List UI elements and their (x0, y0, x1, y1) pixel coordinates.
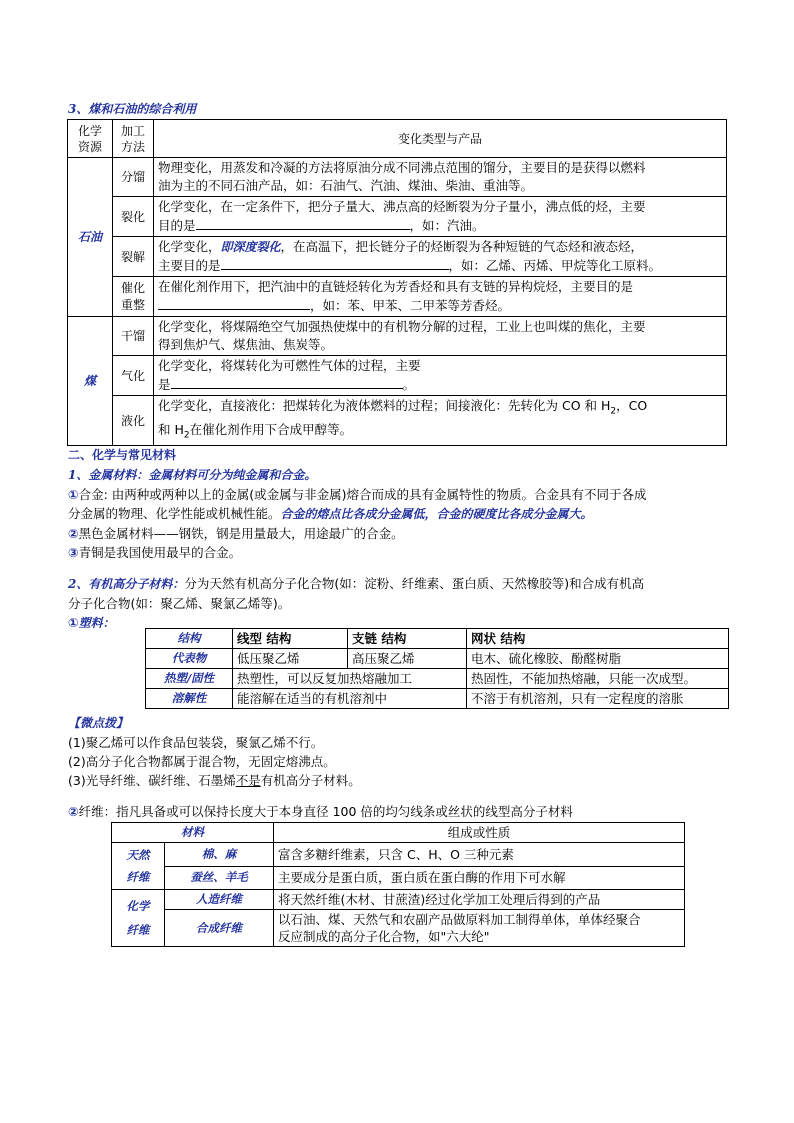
text: 纤维 (126, 923, 150, 937)
tips-title: 【微点拨】 (68, 716, 129, 730)
text: 纤维 (126, 870, 150, 884)
blank-line (221, 256, 449, 270)
line (68, 485, 738, 504)
text: ，如：乙烯、丙烯、甲烷等化工原料。 (448, 258, 662, 273)
table-row (68, 158, 727, 197)
method-cracking: 裂化 (113, 197, 154, 237)
table-header-row (112, 823, 685, 843)
text: 重整 (120, 297, 145, 312)
cell: 热塑性，可以反复加热熔融加工 (233, 669, 467, 689)
table-row (146, 649, 729, 669)
header-type: 变化类型与产品 (154, 120, 727, 158)
line: 得到焦炉气、煤焦油、焦炭等。 (158, 337, 334, 352)
text: 天然 (126, 848, 150, 862)
line (158, 421, 722, 445)
table-row (146, 669, 729, 689)
text: 化学变化， (158, 239, 221, 254)
table-row (68, 317, 727, 356)
circled-number-2: ② (68, 804, 79, 819)
text: ，在高温下，把长链分子的烃断裂为各种短链的气态烃和液态烃， (280, 239, 644, 254)
header-resource (68, 120, 113, 158)
fiber-table (111, 822, 685, 947)
resource-coal: 煤 (68, 317, 113, 446)
row-content (154, 277, 727, 317)
line (158, 238, 722, 256)
tip-item: (1)聚乙烯可以作食品包装袋，聚氯乙烯不行。 (68, 735, 324, 750)
cell: 低压聚乙烯 (233, 649, 348, 669)
line: 以石油、煤、天然气和农副产品做原料加工制得单体，单体经聚合 (278, 912, 641, 927)
header-network: 网状 结构 (467, 629, 729, 649)
table-row (112, 866, 685, 890)
table-row (146, 689, 729, 709)
header-property: 组成或性质 (274, 823, 685, 843)
row-content (154, 317, 727, 356)
text: 是 (158, 377, 171, 392)
table-row (68, 237, 727, 277)
line: 油为主的不同石油产品，如：石油气、汽油、煤油、柴油、重油等。 (158, 178, 534, 193)
line: 化学变化，将煤隔绝空气加强热使煤中的有机物分解的过程，工业上也叫煤的焦化，主要 (158, 319, 646, 334)
blank-line (171, 375, 403, 389)
line: 化学变化，将煤转化为可燃性气体的过程，主要 (158, 358, 421, 373)
cell: 将天然纤维(木材、甘蔗渣)经过化学加工处理后得到的产品 (274, 890, 685, 910)
circled-number-1: ① (68, 615, 79, 630)
text: ，如：汽油。 (409, 218, 485, 233)
section-title-coal-petroleum (68, 100, 196, 117)
text: 合金: 由两种或两种以上的金属(或金属与非金属)熔合而成的具有金属特性的物质。合金具有不同于各成 (78, 487, 647, 502)
table-header-row (146, 629, 729, 649)
method-fractionation: 分馏 (113, 158, 154, 197)
text: 黑色金属材料——钢铁，钢是用量最大，用途最广的合金。 (78, 526, 404, 541)
text: 分金属的物理、化学性能或机械性能。 (68, 506, 281, 521)
header-linear: 线型 结构 (233, 629, 348, 649)
tips-block (68, 714, 738, 790)
text: ，CO (616, 398, 648, 413)
text-heading: 塑料： (78, 616, 115, 630)
method-dry-distillation: 干馏 (113, 317, 154, 356)
table-header-row (68, 120, 727, 158)
text-heading: 1、金属材料： (68, 468, 149, 482)
tip-item: (2)高分子化合物都属于混合物，无固定熔沸点。 (68, 754, 336, 769)
circled-number-3: ③ (68, 545, 79, 560)
text: (3)光导纤维、碳纤维、石墨烯 (68, 773, 236, 788)
section-title-text: 3、煤和石油的综合利用 (68, 102, 197, 116)
polymer-paragraph (68, 574, 738, 633)
method-reforming (113, 277, 154, 317)
cell: 热固性，不能加热熔融，只能一次成型。 (467, 669, 729, 689)
cell: 能溶解在适当的有机溶剂中 (233, 689, 467, 709)
subscript: 2 (610, 406, 617, 417)
category-natural-fiber (112, 843, 165, 890)
metal-materials-paragraph (68, 465, 738, 562)
text: 化学变化，直接液化：把煤转化为液体燃料的过程；间接液化：先转化为 CO 和 H (158, 398, 611, 413)
circled-number-1: ① (68, 487, 79, 502)
line (158, 216, 722, 235)
table-row (68, 197, 727, 237)
line (68, 465, 738, 485)
text: 催化 (120, 280, 145, 295)
text: 金属材料可分为纯金属和合金。 (148, 468, 317, 482)
table-row (112, 843, 685, 867)
header-branched: 支链 结构 (348, 629, 467, 649)
text: 。 (402, 377, 416, 392)
text: 青铜是我国使用最早的合金。 (78, 545, 242, 560)
text: 在催化剂作用下合成甲醇等。 (189, 421, 353, 437)
method-gasification: 气化 (113, 356, 154, 396)
row-content (154, 356, 727, 396)
header-material: 材料 (112, 823, 274, 843)
row-label: 合成纤维 (165, 910, 274, 947)
row-content (154, 197, 727, 237)
line: 物理变化，用蒸发和冷凝的方法将原油分成不同沸点范围的馏分，主要目的是获得以燃料 (158, 160, 646, 175)
header-text: 化学资源 (77, 123, 102, 154)
fiber-paragraph (68, 802, 748, 821)
row-label: 溶解性 (146, 689, 233, 709)
blank-line (196, 216, 410, 230)
cell: 不溶于有机溶剂，只有一定程度的溶胀 (467, 689, 729, 709)
row-label: 人造纤维 (165, 890, 274, 910)
method-pyrolysis: 裂解 (113, 237, 154, 277)
row-label: 热塑/固性 (146, 669, 233, 689)
line (158, 375, 722, 394)
row-label: 代表物 (146, 649, 233, 669)
text: 和 H (158, 421, 184, 437)
line: 化学变化，在一定条件下，把分子量大、沸点高的烃断裂为分子量小，沸点低的烃，主要 (158, 199, 646, 214)
subscript: 2 (183, 430, 190, 440)
text: ，如：苯、甲苯、二甲苯等芳香烃。 (310, 298, 511, 313)
text: 主要目的是 (158, 258, 221, 273)
row-label: 蚕丝、羊毛 (165, 866, 274, 890)
text: 有机高分子材料。 (260, 773, 361, 788)
table-row (112, 890, 685, 910)
text: 分为天然有机高分子化合物(如：淀粉、纤维素、蛋白质、天然橡胶等)和合成有机高 (184, 576, 645, 591)
plastics-table (145, 628, 729, 709)
coal-petroleum-table (67, 119, 727, 446)
text: 纤维：指凡具备或可以保持长度大于本身直径 100 倍的均匀线条或丝状的线型高分子材料 (78, 804, 573, 819)
line (158, 256, 722, 275)
text-heading: 2、有机高分子材料： (68, 577, 185, 591)
table-row (68, 277, 727, 317)
text: 化学 (126, 899, 150, 913)
line (158, 296, 722, 315)
line (158, 397, 722, 421)
line (68, 543, 738, 562)
table-row (112, 910, 685, 947)
line: 在催化剂作用下，把汽油中的直链烃转化为芳香烃和具有支链的异构烷烃，主要目的是 (158, 279, 634, 294)
resource-petroleum: 石油 (68, 158, 113, 317)
category-chemical-fiber (112, 890, 165, 947)
row-label: 棉、麻 (165, 843, 274, 867)
line: 反应制成的高分子化合物，如"六大纶" (278, 929, 490, 944)
table-row (68, 396, 727, 446)
line: 分子化合物(如：聚乙烯、聚氯乙烯等)。 (68, 596, 291, 611)
line (68, 524, 738, 543)
table-row (68, 356, 727, 396)
header-text: 加工方法 (120, 123, 145, 154)
row-content (154, 237, 727, 277)
row-content (154, 396, 727, 446)
text: 目的是 (158, 218, 196, 233)
tip-item (68, 771, 738, 790)
cell: 电木、硫化橡胶、酚醛树脂 (467, 649, 729, 669)
cell: 富含多糖纤维素，只含 C、H、O 三种元素 (274, 843, 685, 867)
circled-number-2: ② (68, 526, 79, 541)
cell: 主要成分是蛋白质，蛋白质在蛋白酶的作用下可水解 (274, 866, 685, 890)
row-content (154, 158, 727, 197)
blank-line (158, 296, 310, 310)
cell (274, 910, 685, 947)
text-underlined: 不是 (235, 773, 261, 788)
header-structure: 结构 (146, 629, 233, 649)
method-liquefaction: 液化 (113, 396, 154, 446)
section-title-materials: 二、化学与常见材料 (68, 448, 177, 462)
line (68, 504, 738, 524)
text-emphasis: 即深度裂化 (220, 240, 281, 254)
text-emphasis: 合金的熔点比各成分金属低，合金的硬度比各成分金属大。 (280, 507, 593, 521)
line (68, 574, 738, 594)
header-method (113, 120, 154, 158)
cell: 高压聚乙烯 (348, 649, 467, 669)
